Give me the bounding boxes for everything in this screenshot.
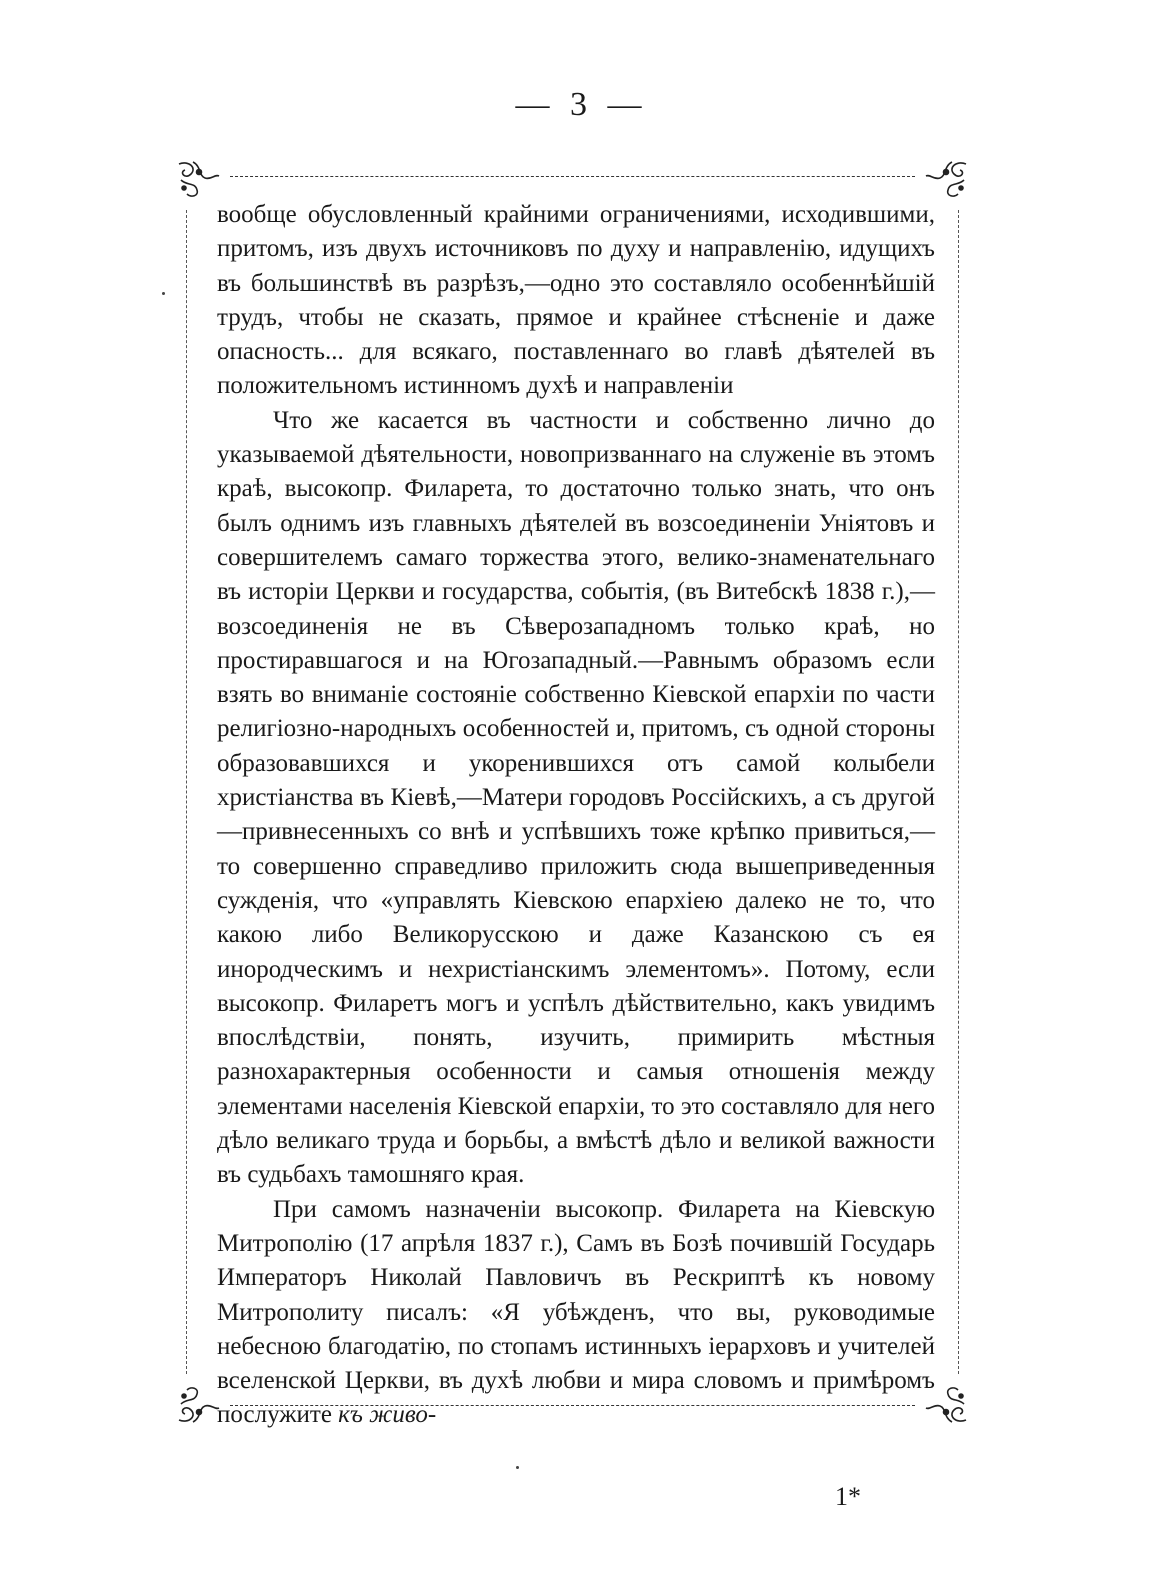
body-text [217, 198, 935, 1433]
corner-ornament-icon [175, 1384, 223, 1426]
paragraph-1: вообще обусловленный крайними ограничениями, исходившими, притомъ, изъ двухъ источниковъ по духу и направленію, идущихъ въ большинствѣ въ разрѣзъ,—одно это составляло особеннѣйшій трудъ, чтобы не сказать, прямое и крайнее стѣсненіе и даже опасность... для всякаго, поставленнаго во главѣ дѣятелей въ положительномъ истинномъ духѣ и направленіи [217, 201, 935, 400]
paragraph-3-italic-tail: къ живо- [338, 1401, 437, 1429]
paragraph-3 [217, 1193, 935, 1433]
paragraph-2: Что же касается въ частности и собственно лично до указываемой дѣятельности, новопризваннаго на служеніе въ этомъ краѣ, высокопр. Филарета, то достаточно только знать, что онъ былъ однимъ изъ главныхъ дѣятелей въ возсоединеніи Уніятовъ и совершителемъ самаго торжества этого, велико-знаменательнаго въ исторіи Церкви и государства, событія, (въ Витебскѣ 1838 г.),—возсоединенія не въ Сѣверозападномъ только краѣ, но простиравшагося и на Югозападный.—Равнымъ образомъ если взять во вниманіе состояніе собственно Кіевской епархіи по части религіозно-народныхъ особенностей и, притомъ, съ одной стороны образовавшихся и укоренившихся отъ самой колыбели христіанства въ Кіевѣ,—Матери городовъ Россійскихъ, а съ другой—привнесенныхъ со внѣ и успѣвшихъ тоже крѣпко привиться,—то совершенно справедливо приложить сюда вышеприведенныя сужденія, что «управлять Кіевскою епархіею далеко не то, что какою либо Великорусскою и даже Казанскою съ ея инородческимъ и нехристіанскимъ элементомъ». Потому, если высокопр. Филаретъ могъ и успѣлъ дѣйствительно, какъ увидимъ впослѣдствіи, понять, изучить, примирить мѣстныя разнохарактерныя особенности и самыя отношенія между элементами населенія Кіевской епархіи, то это составляло для него дѣло великаго труда и борьбы, а вмѣстѣ дѣло и великой важности въ судьбахъ тамошняго края. [217, 406, 935, 1189]
top-rule [230, 176, 915, 177]
signature-mark: 1* [835, 1482, 861, 1511]
page-number: — 3 — [515, 86, 648, 123]
paragraph-3-text: При самомъ назначеніи высокопр. Филарета на Кіевскую Митрополію (17 апрѣля 1837 г.), Самъ въ Бозѣ почившій Государь Императоръ Николай Павловичъ въ Рескриптѣ къ новому Митрополиту писалъ: «Я убѣжденъ, что вы, руководимые небесною благодатію, по стопамъ истинныхъ іерарховъ и учителей вселенской Церкви, въ духѣ любви и мира словомъ и примѣромъ послужите [217, 1195, 935, 1429]
margin-dot [162, 292, 165, 295]
right-border-line [958, 210, 959, 1374]
left-border-line [186, 210, 187, 1374]
margin-dot [516, 1466, 519, 1469]
corner-ornament-icon [175, 158, 223, 200]
corner-ornament-icon [922, 158, 970, 200]
